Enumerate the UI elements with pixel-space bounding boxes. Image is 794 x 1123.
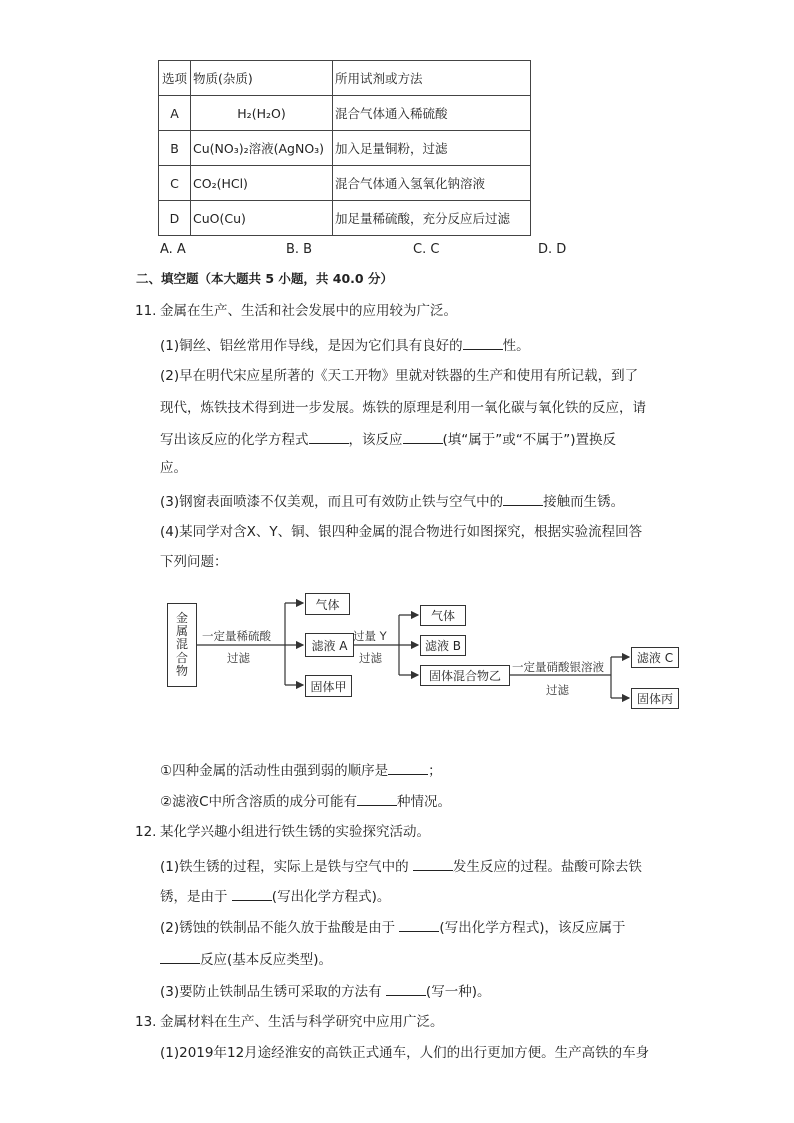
q11-part3 [160,494,624,510]
table-cell: CuO(Cu) [191,201,333,236]
box-char: 合 [175,650,188,665]
table-header-row [159,61,531,96]
option-a[interactable]: A. A [160,242,186,257]
text: 发生反应的过程。盐酸可除去铁 [452,859,642,875]
text: 性。 [502,338,530,354]
step1-reagent-label: 一定量稀硫酸 [202,629,271,643]
text: (2)锈蚀的铁制品不能久放于盐酸是由于 [160,920,400,936]
box-char: 混 [175,637,188,652]
text: 反应(基本反应类型)。 [200,952,333,968]
answer-blank[interactable] [388,763,428,775]
text: (1)铁生锈的过程，实际上是铁与空气中的 [160,859,413,875]
text: 写出该反应的化学方程式 [160,432,309,448]
text: ①四种金属的活动性由强到弱的顺序是 [160,763,389,779]
table-cell: C [159,166,191,201]
q11-part2-line4: 应。 [160,460,187,476]
text: ，该反应 [348,432,403,448]
solid-bing-box: 固体丙 [631,688,679,709]
filtrate-c-box: 滤液 C [631,647,679,668]
solid-mixture-yi-box: 固体混合物乙 [420,665,510,686]
q12-stem: 某化学兴趣小组进行铁生锈的实验探究活动。 [160,824,430,840]
q12-part3 [160,984,490,1000]
step3-process-label: 过滤 [546,683,569,697]
q12-part2-line2 [160,952,332,968]
reagent-table [158,60,531,236]
experiment-flow-diagram [163,585,688,715]
option-d[interactable]: D. D [538,242,567,257]
table-row [159,96,531,131]
q11-part2-line2: 现代，炼铁技术得到进一步发展。炼铁的原理是利用一氧化碳与氧化铁的反应，请 [160,400,646,416]
q12-part1-line2 [160,889,390,905]
gas1-box: 气体 [305,593,350,615]
filtrate-b-box: 滤液 B [420,635,466,656]
table-row [159,131,531,166]
text: (写出化学方程式)，该反应属于 [439,920,626,936]
table-cell: CO₂(HCl) [191,166,333,201]
text: ②滤液C中所含溶质的成分可能有 [160,794,358,810]
answer-blank[interactable] [403,432,443,444]
table-header-cell: 所用试剂或方法 [333,61,531,96]
q11-part4-line1: (4)某同学对含X、Y、铜、银四种金属的混合物进行如图探究，根据实验流程回答 [160,524,643,540]
text: 锈，是由于 [160,889,232,905]
answer-blank[interactable] [309,432,349,444]
answer-blank[interactable] [357,794,397,806]
step2-reagent-label: 过量 Y [353,629,387,643]
q11-stem: 金属在生产、生活和社会发展中的应用较为广泛。 [160,303,457,319]
mixed-metal-box [167,603,197,687]
q12-part1-line1 [160,859,642,875]
q11-sub2 [160,794,451,810]
gas2-box: 气体 [420,605,466,626]
text: ； [428,763,442,779]
q11-number: 11. [135,303,157,319]
step1-process-label: 过滤 [227,651,250,665]
table-cell: A [159,96,191,131]
q11-part2-line1: (2)早在明代宋应星所著的《天工开物》里就对铁器的生产和使用有所记载，到了 [160,368,639,384]
q11-sub1 [160,763,442,779]
box-char: 属 [175,624,188,639]
answer-blank[interactable] [160,952,200,964]
option-b[interactable]: B. B [286,242,313,257]
answer-blank[interactable] [413,859,453,871]
box-char: 物 [175,663,188,678]
answer-blank[interactable] [232,889,272,901]
table-cell: Cu(NO₃)₂溶液(AgNO₃) [191,131,333,166]
text: (填“属于”或“不属于”)置换反 [442,432,617,448]
text: 种情况。 [397,794,452,810]
table-header-cell: 选项 [159,61,191,96]
table-cell: 加足量稀硫酸，充分反应后过滤 [333,201,531,236]
text: (1)铜丝、铝丝常用作导线，是因为它们具有良好的 [160,338,463,354]
q11-part1 [160,338,530,354]
step3-reagent-label: 一定量硝酸银溶液 [512,660,604,674]
text: (写一种)。 [425,984,491,1000]
q11-part4-line2: 下列问题： [160,554,228,570]
q13-stem: 金属材料在生产、生活与科学研究中应用广泛。 [160,1014,444,1030]
text: (3)钢窗表面喷漆不仅美观，而且可有效防止铁与空气中的 [160,494,504,510]
filtrate-a-box: 滤液 A [305,633,354,657]
section-title: 二、填空题（本大题共 5 小题，共 40.0 分） [136,271,393,286]
q12-number: 12. [135,824,157,840]
text: (3)要防止铁制品生锈可采取的方法有 [160,984,386,1000]
answer-blank[interactable] [463,338,503,350]
box-char: 金 [175,611,188,626]
step2-process-label: 过滤 [359,651,382,665]
table-cell: 加入足量铜粉，过滤 [333,131,531,166]
answer-blank[interactable] [503,494,543,506]
answer-blank[interactable] [386,984,426,996]
q12-part2-line1 [160,920,625,936]
q13-part1: (1)2019年12月途经淮安的高铁正式通车，人们的出行更加方便。生产高铁的车身 [160,1045,650,1061]
q11-part2-line3 [160,432,616,448]
table-cell: D [159,201,191,236]
q13-number: 13. [135,1014,157,1030]
table-header-cell: 物质(杂质) [191,61,333,96]
table-cell: B [159,131,191,166]
table-row [159,201,531,236]
option-c[interactable]: C. C [413,242,440,257]
text: 接触而生锈。 [543,494,625,510]
table-cell: 混合气体通入稀硫酸 [333,96,531,131]
solid-jia-box: 固体甲 [305,675,352,697]
answer-blank[interactable] [399,920,439,932]
table-cell: 混合气体通入氢氧化钠溶液 [333,166,531,201]
text: (写出化学方程式)。 [271,889,391,905]
table-cell: H₂(H₂O) [191,96,333,131]
table-row [159,166,531,201]
